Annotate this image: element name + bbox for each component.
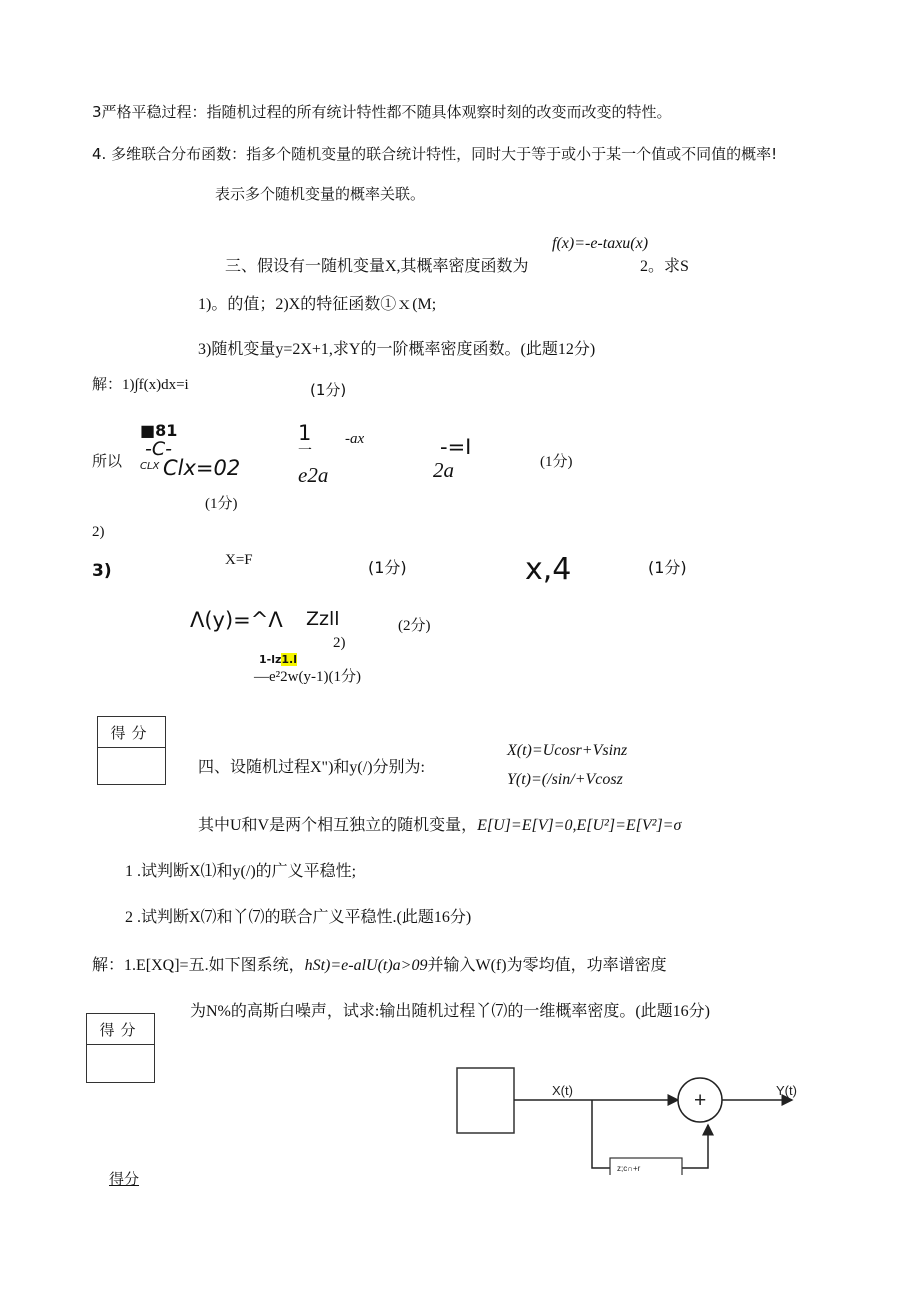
score-point: (1分) [310, 381, 347, 399]
input-signal-label: X(t) [552, 1083, 573, 1098]
exponent: -ax [345, 431, 365, 447]
equals-one: -=I [440, 435, 472, 459]
formula-fragment: X=F [225, 552, 253, 568]
output-signal-label: Y(t) [776, 1083, 797, 1098]
score-point: (2分) [398, 618, 431, 634]
q3-density-formula: f(x)=-e-taxu(x) [552, 235, 649, 252]
q4-title: 四、设随机过程X")和y(/)分别为: [198, 759, 425, 776]
adder-symbol: + [694, 1089, 707, 1112]
formula-fragment: 2) [333, 635, 346, 651]
score-point: (1分) [648, 558, 687, 577]
q3-subquestions-1-2: 1)。的值；2)X的特征函数①ｘ(M; [198, 296, 437, 313]
score-box-label: 得分 [98, 717, 165, 748]
q4-part2: 2 .试判断X⑺和丫⑺的联合广义平稳性.(此题16分) [125, 909, 472, 926]
system-block-diagram [450, 1060, 820, 1175]
formula-fragment-a: 1-lz [259, 653, 282, 666]
label-therefore: 所以 [92, 454, 123, 470]
q3-title: 三、假设有一随机变量X,其概率密度函数为 [225, 258, 529, 275]
q4-part1: 1 .试判断X⑴和y(/)的广义平稳性; [125, 863, 357, 880]
formula-fragment [259, 654, 297, 665]
q3-solution-step1: 解：1)∫f(x)dx=i [92, 377, 189, 393]
highlighted-fragment: 1.l [281, 653, 298, 666]
step-label: 3) [92, 561, 112, 581]
garbled-text: ■81 [140, 421, 178, 440]
q4-x-process: X(t)=Ucosr+Vsinz [507, 742, 628, 759]
score-point: (1分) [368, 558, 407, 577]
density-result: —e²2w(y-1)(1分) [254, 669, 361, 685]
score-box-label: 得分 [87, 1014, 154, 1045]
definition-strict-stationary: 3严格平稳过程：指随机过程的所有统计特性都不随具体观察时刻的改变而改变的特性。 [92, 103, 672, 121]
step-label: 2) [92, 524, 105, 540]
q4-condition [198, 818, 681, 834]
formula-fragment: x,4 [525, 552, 572, 587]
fraction-numerator: 1 [298, 421, 312, 445]
q4-condition-formula: E[U]=E[V]=0,E[U²]=E[V²]=σ [477, 817, 682, 834]
score-box [86, 1013, 155, 1083]
definition-joint-distribution-cont: 表示多个随机变量的概率关联。 [215, 185, 426, 203]
q4-y-process: Y(t)=(/sin/+Vcosz [507, 771, 623, 788]
fraction-bar: 一 [298, 444, 312, 459]
q5-text-cont: 为N%的高斯白噪声，试求:输出随机过程丫⑺的一维概率密度。(此题16分) [190, 1003, 710, 1020]
score-point: (1分) [205, 496, 238, 512]
fraction-denominator: e2a [298, 463, 329, 487]
density-expression: Λ(y)=^Λ [190, 608, 283, 632]
garbled-text: -C- [145, 438, 172, 460]
subscript: CLX [140, 461, 160, 472]
q3-subquestion-3: 3)随机变量y=2X+1,求Y的一阶概率密度函数。(此题12分) [198, 341, 596, 358]
definition-joint-distribution: 4. 多维联合分布函数：指多个随机变量的联合统计特性，同时大于等于或小于某一个值或不同值的概率! [92, 145, 778, 163]
q4-solution-text: 解：1.E[XQ]=五.如下图系统， [92, 957, 305, 974]
integral-expression: Clx=02 [163, 456, 241, 480]
two-a: 2a [433, 458, 454, 482]
q4-solution-and-q5 [92, 958, 667, 974]
bottom-score-label: 得分 [109, 1172, 140, 1188]
impulse-response: hSt)=e-alU(t)a>09 [304, 957, 428, 974]
score-point: (1分) [540, 454, 573, 470]
input-filter-block [457, 1068, 514, 1133]
q4-condition-text: 其中U和V是两个相互独立的随机变量， [198, 817, 478, 834]
score-box [97, 716, 166, 785]
formula-fragment: Zzll [306, 608, 340, 630]
q3-title-tail: 2。求S [640, 258, 689, 275]
q5-text: 并输入W(f)为零均值，功率谱密度 [427, 957, 667, 974]
delay-block-label: z;c∩+r [617, 1164, 641, 1173]
